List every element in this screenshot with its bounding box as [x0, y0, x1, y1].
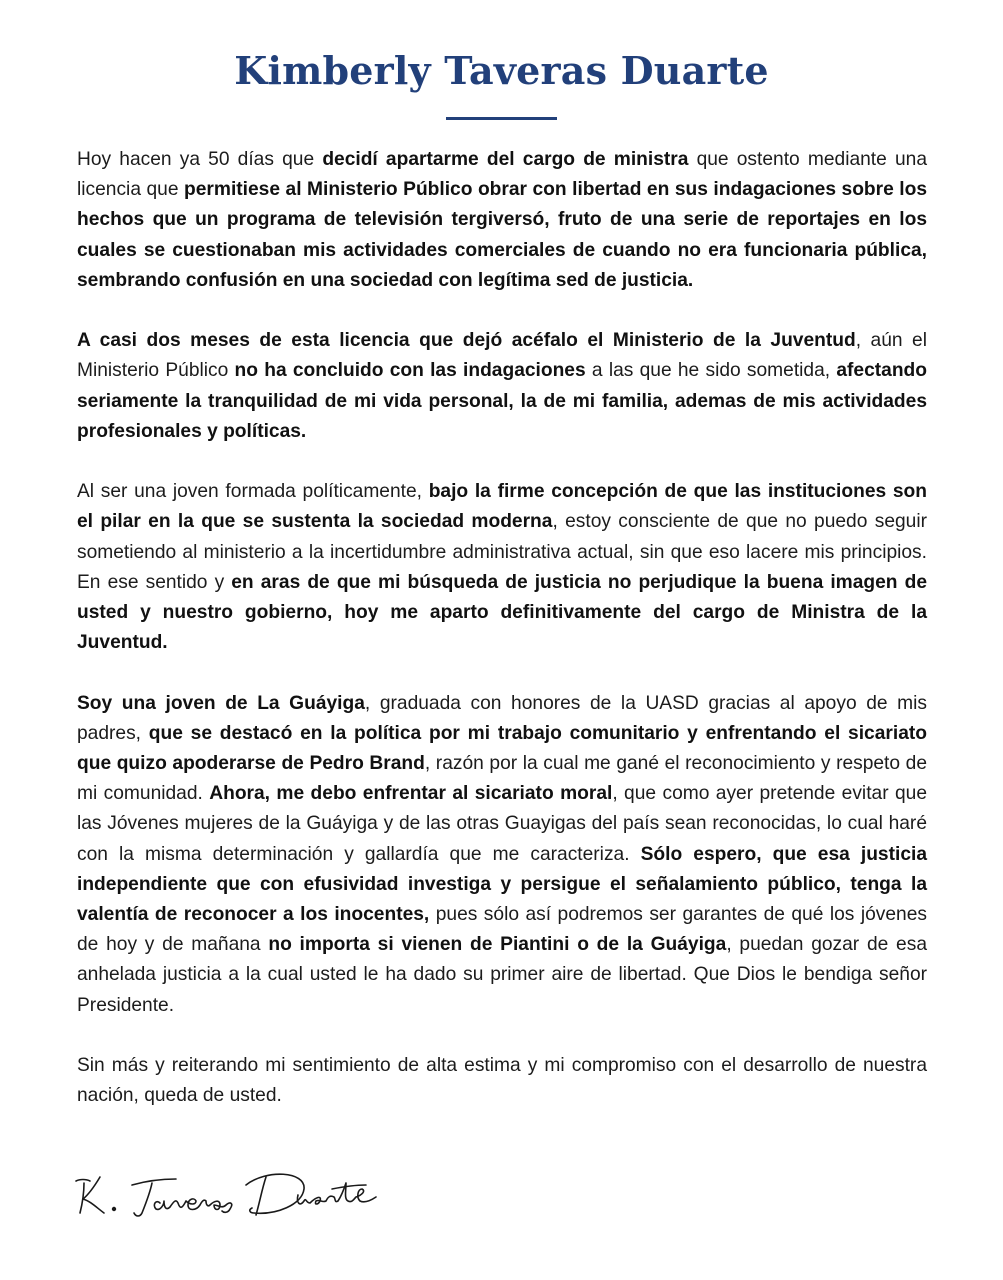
body-text: Hoy hacen ya 50 días que [77, 149, 323, 170]
body-text: , estoy consciente de que no puedo seguir sometiendo al ministerio a la incertidumbre administrativa actual, sin que eso lacere mis principios. En ese sentido y [77, 511, 927, 593]
letter-paragraph [77, 326, 927, 447]
emphasized-text: A casi dos meses de esta licencia que dejó acéfalo el Ministerio de la Juventud [77, 330, 856, 352]
body-text: a las que he sido sometida, [585, 360, 837, 382]
body-text: , razón por la cual me gané el reconocimiento y respeto de mi comunidad. [77, 753, 928, 805]
body-text: , que como ayer pretende evitar que las Jóvenes mujeres de la Guáyiga y de las otras Guayigas del país sean reconocidas, lo cual haré con la misma determinación y gallardía que me caracteriza. [77, 783, 927, 865]
body-text: , puedan gozar de esa anhelada justicia a la cual usted le ha dado su primer aire de libertad. Que Dios le bendiga señor Presidente. [77, 934, 927, 1016]
letter-paragraph [77, 1051, 927, 1111]
emphasized-text: no ha concluido con las indagaciones [234, 360, 586, 382]
emphasized-text: bajo la firme concepción de que las instituciones son el pilar en la que se sustenta la sociedad moderna [77, 481, 927, 533]
emphasized-text: Sólo espero, que esa justicia independiente que con efusividad investiga y persigue el señalamiento público, tenga la valentía de reconocer a los inocentes, [77, 843, 927, 926]
body-text: , aún el Ministerio Público [77, 330, 927, 382]
body-text: , graduada con honores de la UASD gracias al apoyo de mis padres, [77, 692, 927, 744]
handwritten-signature [70, 1155, 400, 1225]
letter-paragraph [77, 689, 927, 1021]
emphasized-text: decidí apartarme del cargo de ministra [322, 149, 689, 170]
emphasized-text: no importa si vienen de Piantini o de la Guáyiga [268, 934, 727, 956]
emphasized-text: afectando seriamente la tranquilidad de mi vida personal, la de mi familia, ademas de mis actividades profesionales y políticas. [77, 360, 927, 442]
emphasized-text: Soy una joven de La Guáyiga [77, 692, 365, 714]
letter-body [77, 145, 927, 1142]
body-text: que ostento mediante una licencia que [77, 149, 927, 201]
emphasized-text: en aras de que mi búsqueda de justicia no perjudique la buena imagen de usted y nuestro gobierno, hoy me aparto definitivamente del cargo de Ministra de la Juventud. [77, 571, 927, 654]
body-text: Sin más y reiterando mi sentimiento de alta estima y mi compromiso con el desarrollo de nuestra nación, queda de usted. [77, 1055, 927, 1107]
title-underline [446, 117, 557, 120]
emphasized-text: permitiese al Ministerio Público obrar con libertad en sus indagaciones sobre los hechos que un programa de televisión tergiversó, fruto de una serie de reportajes en los cuales se cuestionaban mis actividades comerciales de cuando no era funcionaria pública, sembrando confusión en una sociedad con legítima sed de justicia. [77, 179, 928, 291]
emphasized-text: Ahora, me debo enfrentar al sicariato moral [209, 783, 613, 805]
letter-title: Kimberly Taveras Duarte [234, 48, 769, 93]
letter-paragraph [77, 477, 927, 658]
body-text: Al ser una joven formada políticamente, [77, 481, 429, 503]
emphasized-text: que se destacó en la política por mi trabajo comunitario y enfrentando el sicariato que quizo apoderarse de Pedro Brand [77, 722, 927, 775]
letter-paragraph [77, 145, 927, 296]
body-text: pues sólo así podremos ser garantes de qué los jóvenes de hoy y de mañana [77, 904, 927, 956]
